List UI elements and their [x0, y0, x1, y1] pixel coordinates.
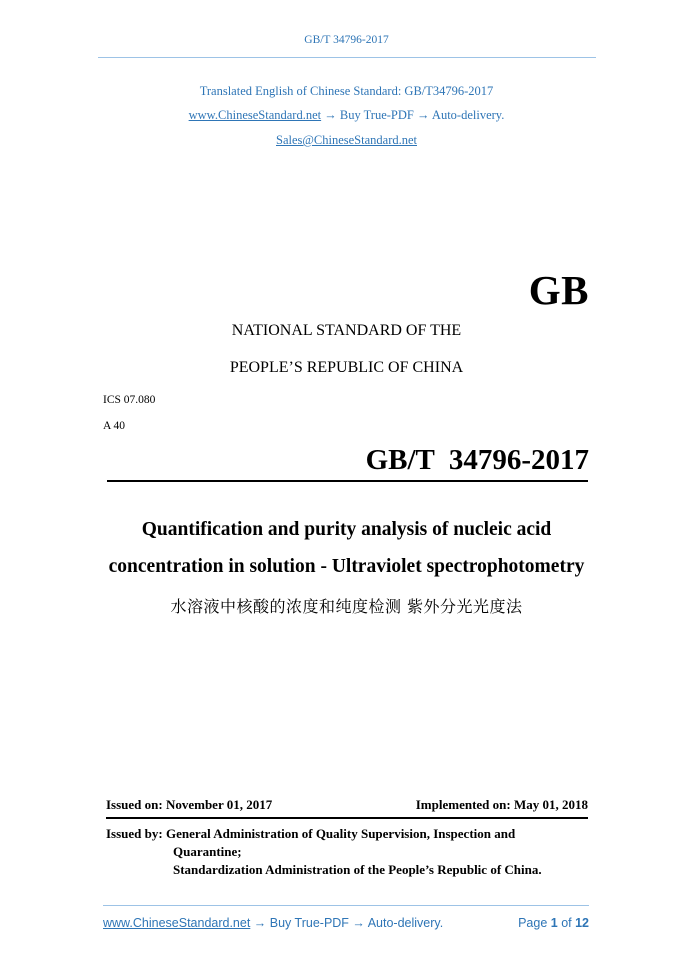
- standard-number-rule: [107, 480, 588, 482]
- implemented-on: Implemented on: May 01, 2018: [415, 797, 588, 812]
- issued-by-line1: Issued by: General Administration of Quality Supervision, Inspection and: [106, 826, 516, 841]
- title-en-line2: concentration in solution - Ultraviolet spectrophotometry: [108, 556, 585, 577]
- national-standard-line1: NATIONAL STANDARD OF THE: [231, 322, 462, 339]
- promo-text: → Buy True-PDF → Auto-delivery.: [321, 108, 505, 122]
- running-header: GB/T 34796-2017: [304, 34, 389, 46]
- ics-code: ICS 07.080: [103, 394, 156, 406]
- title-en-line1: Quantification and purity analysis of nucleic acid: [141, 519, 552, 540]
- footer-promo-text: → Buy True-PDF → Auto-delivery.: [250, 916, 444, 930]
- issue-dates-row: [106, 797, 588, 813]
- sales-email-link[interactable]: Sales@ChineseStandard.net: [276, 133, 417, 147]
- issue-rule: [106, 817, 588, 819]
- footer-site-link[interactable]: www.ChineseStandard.net: [103, 916, 251, 930]
- page-label: Page: [518, 916, 551, 930]
- gb-logo: GB: [528, 267, 589, 313]
- page-footer: [103, 916, 589, 930]
- issued-by-line3: Standardization Administration of the People’s Republic of China.: [173, 862, 542, 877]
- issued-by-line2: Quarantine;: [173, 844, 242, 859]
- page-indicator: [518, 916, 589, 930]
- page-total: 12: [575, 916, 589, 930]
- national-standard-line2: PEOPLE’S REPUBLIC OF CHINA: [229, 359, 464, 376]
- translation-notice: Translated English of Chinese Standard: GB/T34796-2017: [199, 84, 494, 98]
- email-line: [0, 133, 693, 148]
- title-cn: 水溶液中核酸的浓度和纯度检测 紫外分光光度法: [170, 597, 523, 616]
- promo-line: [0, 108, 693, 123]
- footer-promo: [103, 916, 443, 930]
- standard-number: GB/T 34796-2017: [365, 444, 589, 476]
- page-of: of: [557, 916, 576, 930]
- page-current: 1: [550, 916, 558, 930]
- footer-rule: [103, 905, 589, 906]
- issued-by-block: [106, 825, 542, 879]
- issued-on: Issued on: November 01, 2017: [106, 797, 273, 812]
- ccs-code: A 40: [103, 420, 126, 432]
- header-rule: [98, 57, 596, 58]
- site-link[interactable]: www.ChineseStandard.net: [188, 108, 322, 122]
